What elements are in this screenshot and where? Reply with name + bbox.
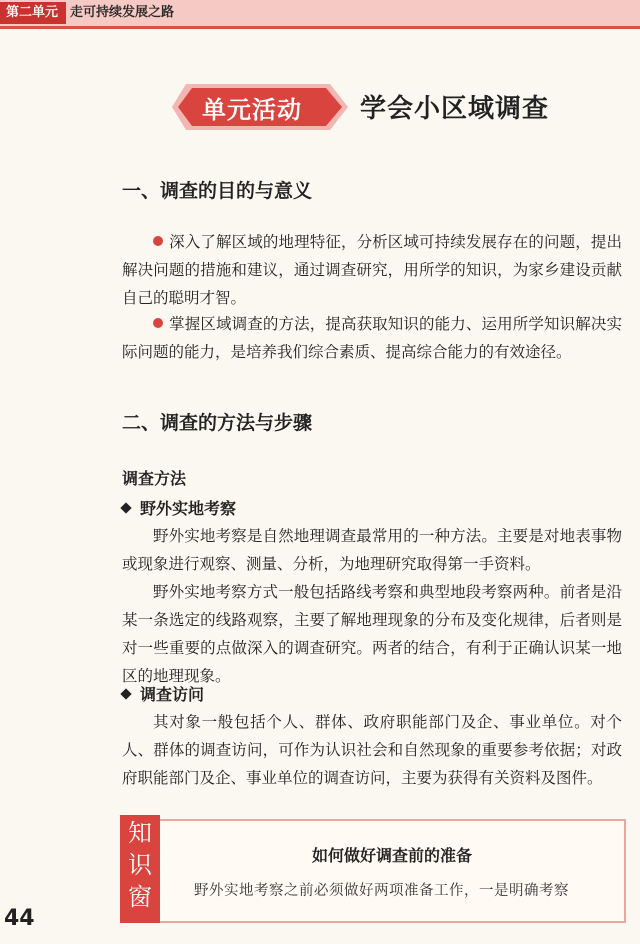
unit-title: 走可持续发展之路 bbox=[70, 5, 175, 20]
diamond-bullet-icon bbox=[120, 688, 131, 699]
page-title: 学会小区域调查 bbox=[360, 94, 550, 124]
knowledge-window-box bbox=[160, 819, 626, 923]
bullet-text: 深入了解区域的地理特征，分析区域可持续发展存在的问题，提出解决问题的措施和建议，通过调查研究，用所学的知识，为家乡建设贡献自己的聪明才智。 bbox=[122, 233, 622, 307]
section2-heading: 二、调查的方法与步骤 bbox=[122, 412, 313, 434]
unit-label: 第二单元 bbox=[0, 2, 66, 24]
page-number: 44 bbox=[4, 906, 35, 931]
diamond-bullet-icon bbox=[120, 502, 131, 513]
method-title-text: 野外实地考察 bbox=[140, 499, 237, 518]
red-dot-icon bbox=[153, 318, 163, 328]
header-bar bbox=[0, 0, 640, 29]
methods-subheading: 调查方法 bbox=[122, 469, 187, 488]
knowledge-char: 知 bbox=[128, 819, 152, 847]
method-1-paragraph-1: 野外实地考察是自然地理调查最常用的一种方法。主要是对地表事物或现象进行观察、测量、分析，为地理研究取得第一手资料。 bbox=[122, 527, 622, 573]
section1-bullet-2 bbox=[122, 310, 622, 366]
activity-badge-label: 单元活动 bbox=[202, 96, 302, 124]
section1-bullet-1 bbox=[122, 228, 622, 312]
red-dot-icon bbox=[153, 236, 163, 246]
knowledge-char: 窗 bbox=[128, 883, 152, 911]
knowledge-window-title: 如何做好调查前的准备 bbox=[311, 846, 472, 865]
method-item-1-title bbox=[122, 496, 236, 519]
method-title-text: 调查访问 bbox=[140, 685, 205, 704]
method-1-paragraph-2: 野外实地考察方式一般包括路线考察和典型地段考察两种。前者是沿某一条选定的线路观察，主要了解地理现象的分布及变化规律，后者则是对一些重要的点做深入的调查研究。两者的结合，有利于正确认识某一地区的地理现象。 bbox=[122, 583, 622, 685]
knowledge-window-text: 野外实地考察之前必须做好两项准备工作，一是明确考察 bbox=[194, 883, 569, 899]
method-item-2-title bbox=[122, 682, 204, 705]
knowledge-window-tag bbox=[120, 815, 160, 923]
method-2-paragraph-1: 其对象一般包括个人、群体、政府职能部门及企、事业单位。对个人、群体的调查访问，可作为认识社会和自然现象的重要参考依据；对政府职能部门及企、事业单位的调查访问，主要为获得有关资料及图件。 bbox=[122, 713, 622, 787]
bullet-text: 掌握区域调查的方法，提高获取知识的能力、运用所学知识解决实际问题的能力，是培养我们综合素质、提高综合能力的有效途径。 bbox=[122, 315, 622, 361]
section1-heading: 一、调查的目的与意义 bbox=[122, 180, 313, 202]
knowledge-window bbox=[120, 815, 630, 923]
activity-badge bbox=[172, 82, 352, 132]
knowledge-char: 识 bbox=[128, 851, 152, 879]
